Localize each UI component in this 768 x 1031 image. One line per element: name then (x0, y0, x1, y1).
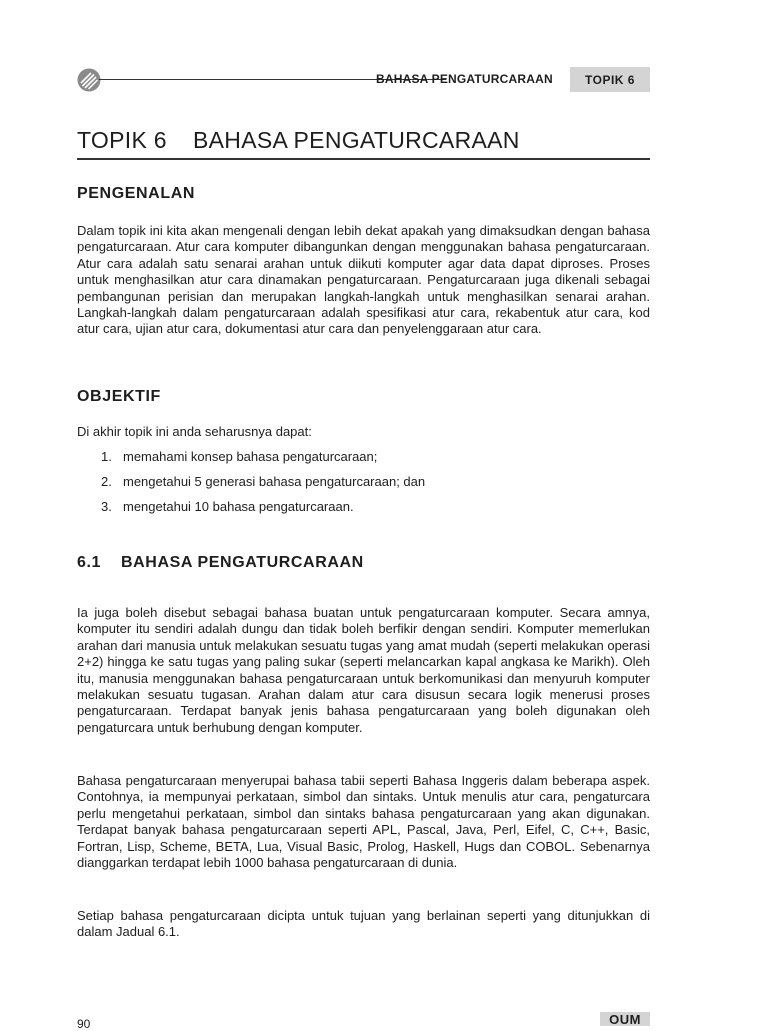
chapter-title-text: BAHASA PENGATURCARAAN (193, 127, 520, 153)
section-title: BAHASA PENGATURCARAAN (121, 554, 364, 571)
section-paragraph-1: Ia juga boleh disebut sebagai bahasa buatan untuk pengaturcaraan komputer. Secara amnya, komputer itu sendiri adalah dungu dan tidak boleh berfikir dengan sendiri. Komputer memerlukan arahan dari manusia untuk melakukan sesuatu tugas yang amat mudah (seperti melakukan operasi 2+2) hingga ke satu tugas yang paling sukar (seperti melancarkan kapal angkasa ke Marikh). Oleh itu, manusia menggunakan bahasa pengaturcaraan untuk berkomunikasi dan menyuruh komputer melakukan sesuatu tugasan. Arahan dalam atur cara disusun secara logik menerusi proses pengaturcaraan. Terdapat banyak jenis bahasa pengaturcaraan yang boleh digunakan oleh pengaturcara untuk berhubung dengan komputer. (77, 605, 650, 735)
list-item-text: memahami konsep bahasa pengaturcaraan; (123, 449, 378, 464)
section-paragraph-2: Bahasa pengaturcaraan menyerupai bahasa tabii seperti Bahasa Inggeris dalam beberapa aspek. Contohnya, ia mempunyai perkataan, simbol dan sintaks. Untuk menulis atur cara, pengaturcara perlu mengetahui perkataan, simbol dan sintaks bahasa pengaturcaraan yang akan digunakan. Terdapat banyak bahasa pengaturcaraan seperti APL, Pascal, Java, Perl, Eifel, C, C++, Basic, Fortran, Lisp, Scheme, BETA, Lua, Visual Basic, Prolog, Haskell, Hugs dan COBOL. Sebenarnya dianggarkan terdapat lebih 1000 bahasa pengaturcaraan di dunia. (77, 773, 650, 871)
footer-brand-tab: OUM (600, 1012, 650, 1026)
objectives-heading: OBJEKTIF (77, 388, 161, 405)
list-item-number: 2. (101, 474, 112, 489)
objectives-lead: Di akhir topik ini anda seharusnya dapat: (77, 424, 312, 439)
section-number: 6.1 (77, 554, 102, 571)
section-paragraph-3: Setiap bahasa pengaturcaraan dicipta untuk tujuan yang berlainan seperti yang ditunjukkan di dalam Jadual 6.1. (77, 908, 650, 940)
list-item (77, 449, 650, 474)
list-item-text: mengetahui 10 bahasa pengaturcaraan. (123, 499, 354, 514)
list-item (77, 499, 650, 524)
topic-tab: TOPIK 6 (570, 67, 650, 92)
running-header (77, 67, 650, 93)
list-item-number: 1. (101, 449, 112, 464)
header-title: BAHASA PENGATURCARAAN (376, 72, 553, 86)
list-item-number: 3. (101, 499, 112, 514)
chapter-title (77, 127, 650, 160)
objectives-list (77, 449, 650, 524)
page-number: 90 (77, 1017, 91, 1031)
chapter-number: TOPIK 6 (77, 127, 167, 153)
section-heading (77, 554, 364, 572)
intro-heading: PENGENALAN (77, 185, 196, 202)
list-item (77, 474, 650, 499)
intro-paragraph: Dalam topik ini kita akan mengenali dengan lebih dekat apakah yang dimaksudkan dengan bahasa pengaturcaraan. Atur cara komputer dibangunkan dengan menggunakan bahasa pengaturcaraan. Atur cara adalah satu senarai arahan untuk diikuti komputer agar data dapat diproses. Proses untuk menghasilkan atur cara dinamakan pengaturcaraan. Pengaturcaraan juga dikenali sebagai pembangunan perisian dan merupakan langkah-langkah untuk menghasilkan senarai arahan. Langkah-langkah dalam pengaturcaraan adalah spesifikasi atur cara, rekabentuk atur cara, kod atur cara, ujian atur cara, dokumentasi atur cara dan penyelenggaraan atur cara. (77, 223, 650, 337)
oum-logo-icon (77, 68, 101, 92)
list-item-text: mengetahui 5 generasi bahasa pengaturcaraan; dan (123, 474, 426, 489)
